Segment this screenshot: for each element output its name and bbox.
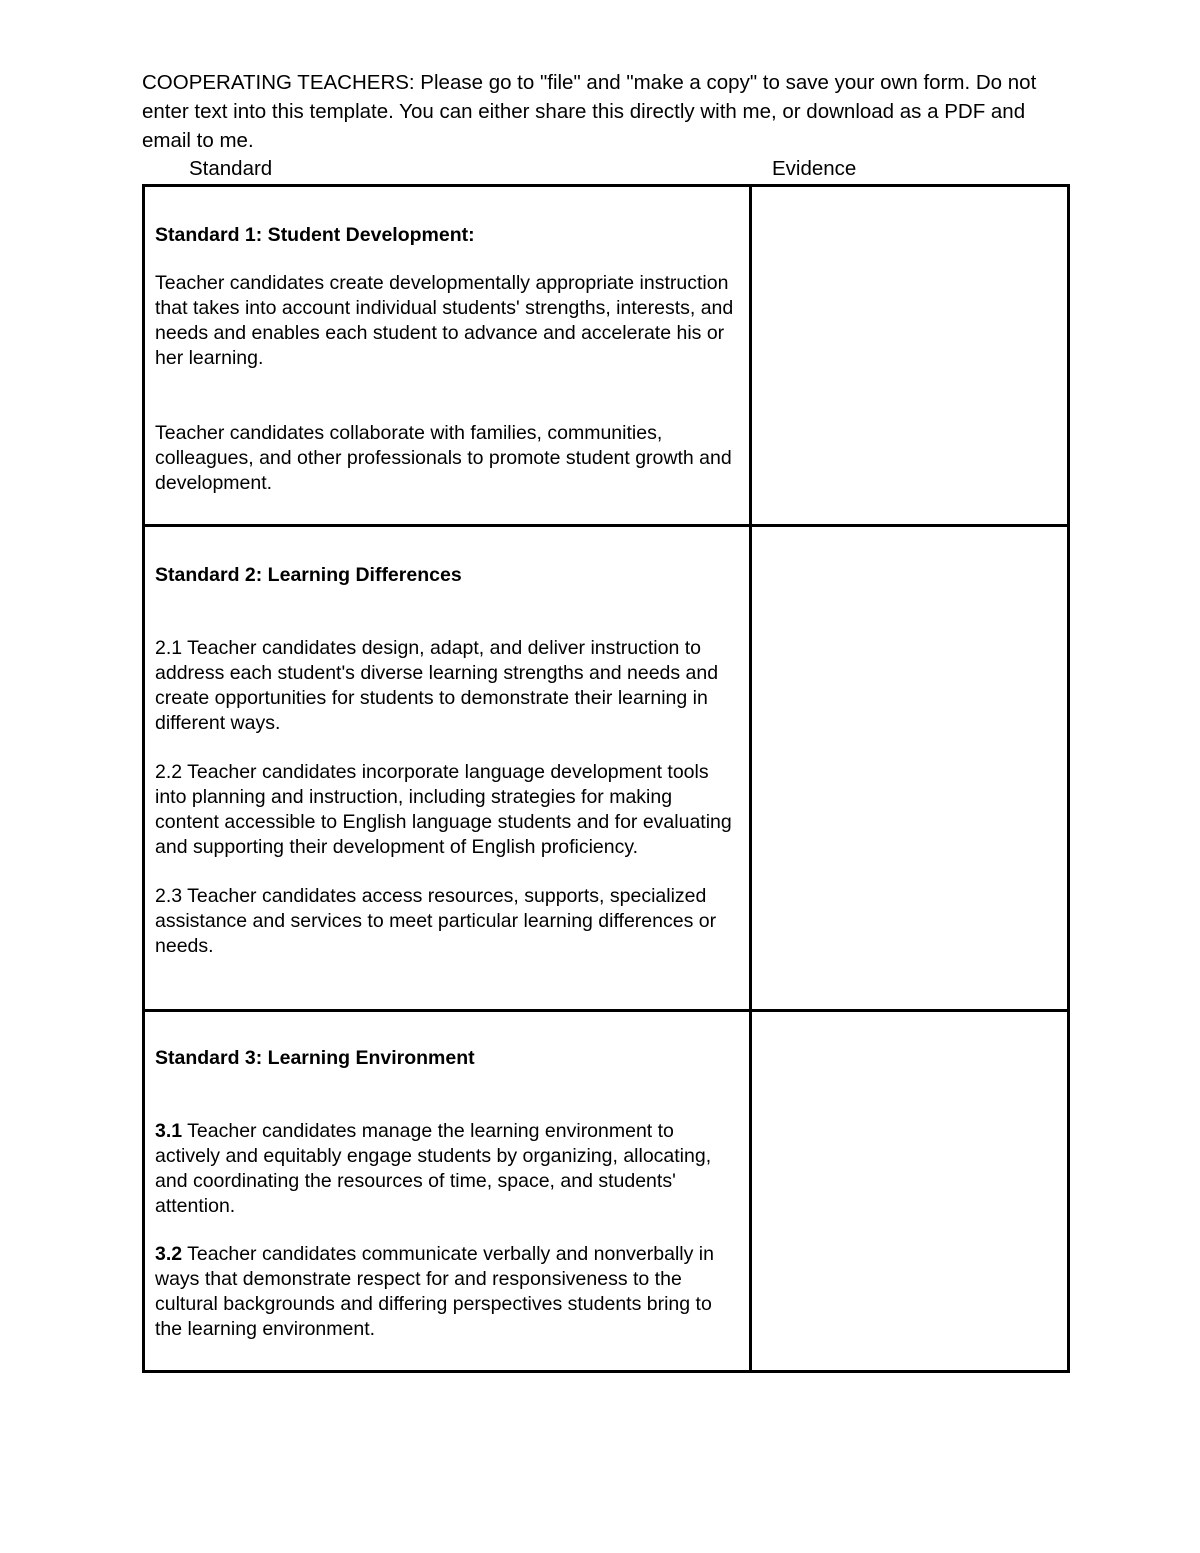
- paragraph-text: 2.1 Teacher candidates design, adapt, and deliver instruction to address each student's diverse learning strengths and needs and create opportunities for students to demonstrate their learning in different ways.: [155, 637, 719, 734]
- evidence-cell[interactable]: [751, 186, 1069, 526]
- standard-title: Standard 2: Learning Differences: [155, 564, 462, 586]
- standard-paragraph: [155, 636, 741, 736]
- standard-paragraph: [155, 1242, 741, 1342]
- paragraph-text: 2.3 Teacher candidates access resources, supports, specialized assistance and services to meet particular learning differences or needs.: [155, 885, 717, 957]
- table-row: [144, 1011, 1069, 1372]
- paragraph-number: 3.2: [155, 1243, 183, 1265]
- evidence-column-header: Evidence: [772, 157, 857, 180]
- standard-paragraph: [155, 884, 741, 959]
- table-row: [144, 186, 1069, 526]
- evidence-cell[interactable]: [751, 1011, 1069, 1372]
- intro-instructions: COOPERATING TEACHERS: Please go to "file" and "make a copy" to save your own form. Do not enter text into this template. You can either share this directly with me, or download as a PDF and email to me.: [142, 71, 1037, 152]
- standard-cell: [144, 526, 751, 1011]
- paragraph-number: 3.1: [155, 1120, 183, 1142]
- paragraph-text: Teacher candidates collaborate with families, communities, colleagues, and other professionals to promote student growth and development.: [155, 422, 732, 494]
- paragraph-text: Teacher candidates manage the learning environment to actively and equitably engage students by organizing, allocating, and coordinating the resources of time, space, and students' attention.: [155, 1120, 712, 1217]
- standard-paragraph: [155, 1119, 741, 1219]
- standard-title: Standard 1: Student Development:: [155, 224, 475, 246]
- standard-paragraph: [155, 271, 741, 371]
- standard-cell: [144, 1011, 751, 1372]
- standard-cell: [144, 186, 751, 526]
- standard-paragraph: [155, 760, 741, 860]
- standard-column-header: Standard: [189, 157, 273, 180]
- standard-title: Standard 3: Learning Environment: [155, 1047, 475, 1069]
- paragraph-text: Teacher candidates create developmentally appropriate instruction that takes into account individual students' strengths, interests, and needs and enables each student to advance and accelerate his or her learning.: [155, 272, 734, 369]
- table-row: [144, 526, 1069, 1011]
- standards-table: [142, 184, 1070, 1373]
- paragraph-text: Teacher candidates communicate verbally and nonverbally in ways that demonstrate respect for and responsiveness to the cultural backgrounds and differing perspectives students bring to the learning environment.: [155, 1243, 714, 1340]
- evidence-cell[interactable]: [751, 526, 1069, 1011]
- paragraph-text: 2.2 Teacher candidates incorporate language development tools into planning and instruction, including strategies for making content accessible to English language students and for evaluating and supporting their development of English proficiency.: [155, 761, 732, 858]
- standard-paragraph: [155, 421, 741, 496]
